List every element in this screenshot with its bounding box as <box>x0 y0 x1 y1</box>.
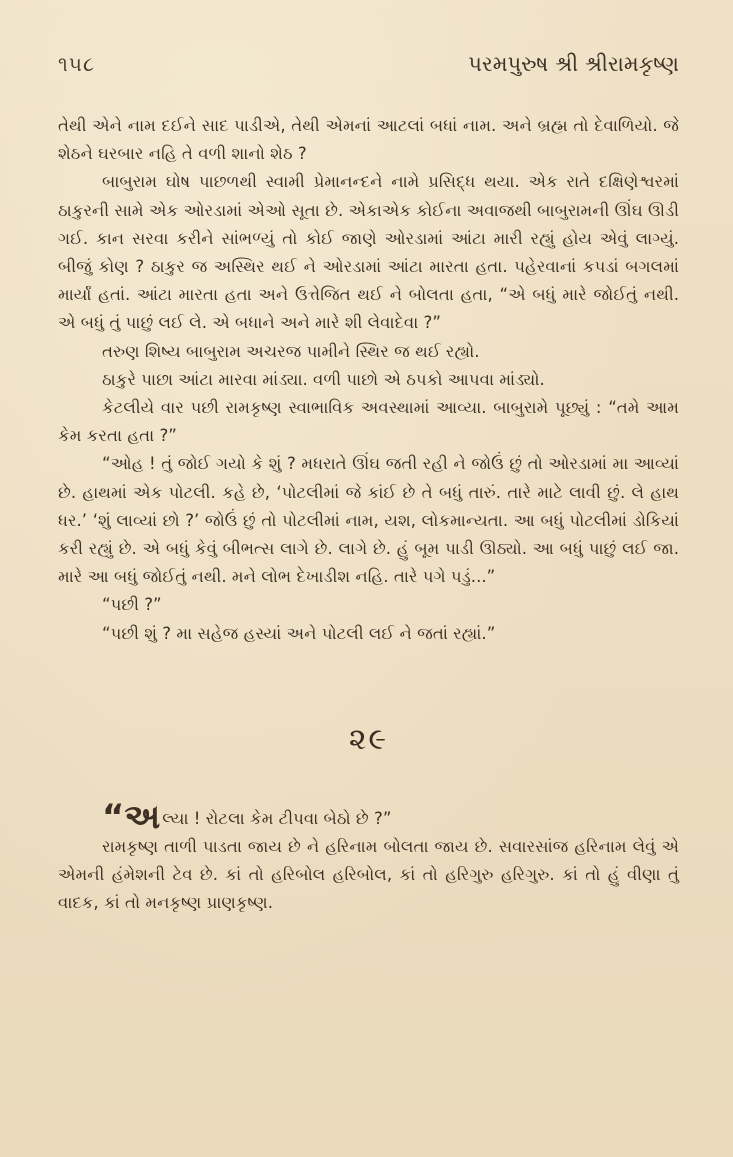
page-header <box>58 52 679 100</box>
paragraph: “પછી શું ? મા સહેજ હસ્યાં અને પોટલી લઈ ને જતાં રહ્યાં.” <box>102 623 496 643</box>
opening-line-text: લ્યા ! રોટલા કેમ ટીપવા બેઠો છે ?” <box>162 808 392 828</box>
paragraph: “ઓહ ! તું જોઈ ગયો કે શું ? મધરાતે ઊંઘ જતી રહી ને જોઉં છું તો ઓરડામાં મા આવ્યાં છે. હાથમાં એક પોટલી. કહે છે, ‘પોટલીમાં જે કાંઈ છે તે બધું તારું. તારે માટે લાવી છું. લે હાથ ધર.’ ‘શું લાવ્યાં છો ?’ જોઉં છું તો પોટલીમાં નામ, યશ, લોકમાન્યતા. આ બધું પોટલીમાં ડોકિયાં કરી રહ્યું છે. એ બધું કેવું બીભત્સ લાગે છે. લાગે છે. હું બૂમ પાડી ઊઠ્યો. આ બધું પાછું લઈ જા. મારે આ બધું જોઈતું નથી. મને લોભ દેખાડીશ નહિ. તારે પગે પડું...” <box>58 454 679 587</box>
running-head: પરમપુરુષ શ્રી શ્રીરામકૃષ્ણ <box>468 52 679 76</box>
paragraph: તેથી એને નામ દઈને સાદ પાડીએ, તેથી એમનાં આટલાં બધાં નામ. અને બ્રહ્મ તો દેવાળિયો. જે શેઠને ઘરબાર નહિ તે વળી શાનો શેઠ ? <box>58 116 679 164</box>
chapter-opening-line <box>58 796 679 837</box>
paragraph: કેટલીયે વાર પછી રામકૃષ્ણ સ્વાભાવિક અવસ્થામાં આવ્યા. બાબુરામે પૂછ્યું : “તમે આમ કેમ કરતા હતા ?” <box>58 398 679 446</box>
paragraph: ઠાકુરે પાછા આંટા મારવા માંડ્યા. વળી પાછો એ ઠપકો આપવા માંડ્યો. <box>102 369 545 389</box>
next-chapter-text <box>58 796 679 918</box>
paragraph: તરુણ શિષ્ય બાબુરામ અચરજ પામીને સ્થિર જ થઈ રહ્યો. <box>102 341 480 361</box>
paragraph: બાબુરામ ઘોષ પાછળથી સ્વામી પ્રેમાનન્દને નામે પ્રસિદ્ધ થયા. એક રાતે દક્ષિણેશ્વરમાં ઠાકુરની સામે એક ઓરડામાં એઓ સૂતા છે. એકાએક કોઈના અવાજથી બાબુરામની ઊંઘ ઊડી ગઈ. કાન સરવા કરીને સાંભળ્યું તો કોઈ જાણે ઓરડામાં આંટા મારી રહ્યું હોય એવું લાગ્યું. બીજું કોણ ? ઠાકુર જ અસ્થિર થઈ ને ઓરડામાં આંટા મારતા હતા. પહેરવાનાં કપડાં બગલમાં માર્યાં હતાં. આંટા મારતા હતા અને ઉત્તેજિત થઈ ને બોલતા હતા, “એ બધું મારે જોઈતું નથી. એ બધું તું પાછું લઈ લે. એ બધાને અને મારે શી લેવાદેવા ?” <box>58 172 679 333</box>
paragraph: રામકૃષ્ણ તાળી પાડતા જાય છે ને હરિનામ બોલતા જાય છે. સવારસાંજ હરિનામ લેવું એ એમની હંમેશની ટેવ છે. કાં તો હરિબોલ હરિબોલ, કાં તો હરિગુરુ હરિગુરુ. કાં તો હું વીણા તું વાદક, કાં તો મનકૃષ્ણ પ્રાણકૃષ્ણ. <box>58 837 679 913</box>
chapter-text <box>58 112 679 648</box>
page-number: ૧૫૮ <box>58 52 95 76</box>
paragraph: “પછી ?” <box>102 595 162 615</box>
drop-cap: “અ <box>102 796 161 837</box>
chapter-number: ૨૯ <box>348 721 389 757</box>
